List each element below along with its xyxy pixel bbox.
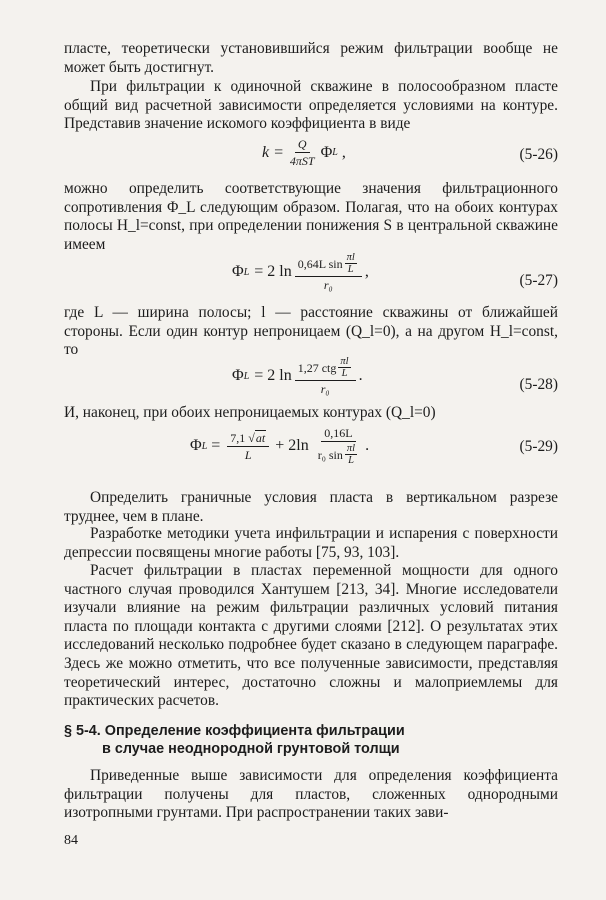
paragraph-7: Разработке методики учета инфильтрации и испарения с поверхности депрессии посвящены многие работы [75, 93, 103]. [64, 525, 558, 561]
equation-number: (5-29) [519, 438, 558, 455]
page-number: 84 [64, 833, 78, 848]
equation-5-29: Φ L = 7,1 √ at L + 2ln 0,16L r₀ sin πl L . (5-29) [190, 426, 558, 466]
paragraph-4: где L — ширина полосы; l — расстояние скважины от ближайшей стороны. Если один контур непроницаем (Q_l=0), а на другом H_l=const, то [64, 304, 558, 359]
paragraph-6: Определить граничные условия пласта в вертикальном разрезе труднее, чем в плане. [64, 489, 558, 525]
paragraph-3: можно определить соответствующие значения фильтрационного сопротивления Φ_L следующим образом. Полагая, что на обоих контурах полосы H_l=const, при определении понижения S в центральной скважине имеем [64, 180, 558, 253]
equation-number: (5-27) [519, 272, 558, 289]
paragraph-9: Приведенные выше зависимости для определения коэффициента фильтрации получены для пластов, сложенных однородными изотропными грунтами. При распространении таких зави- [64, 767, 558, 822]
equation-number: (5-26) [519, 146, 558, 163]
equation-5-27: Φ L = 2 ln 0,64L sin πl L r₀ , (5-27) [232, 252, 558, 292]
paragraph-5: И, наконец, при обоих непроницаемых контурах (Q_l=0) [64, 404, 436, 421]
section-heading: § 5-4. Определение коэффициента фильтрации в случае неоднородной грунтовой толщи [64, 723, 405, 757]
equation-number: (5-28) [519, 376, 558, 393]
paragraph-1: пласте, теоретически установившийся режим фильтрации вообще не может быть достигнут. [64, 40, 558, 76]
equation-5-26: k = $\frac{Q}{\text{4πST}}$ Φ L , (5-26) [262, 137, 558, 168]
paragraph-2: При фильтрации к одиночной скважине в полосообразном пласте общий вид расчетной зависимости определяется условиями на контуре. Представив значение искомого коэффициента в виде [64, 78, 558, 133]
equation-5-28: Φ L = 2 ln 1,27 ctg πl L r₀ . (5-28) [232, 356, 558, 396]
paragraph-8: Расчет фильтрации в пластах переменной мощности для одного частного случая проводился Хантушем [213, 34]. Многие исследователи изучали влияние на режим фильтрации различных условий питания пласта по площади контакта с другими слоями [212]. О результатах этих исследований несколько подробнее будет сказано в следующем параграфе. Здесь же можно отметить, что все полученные зависимости, представляя теоретический интерес, достаточно сложны и малоприемлемы для практических расчетов. [64, 562, 558, 710]
